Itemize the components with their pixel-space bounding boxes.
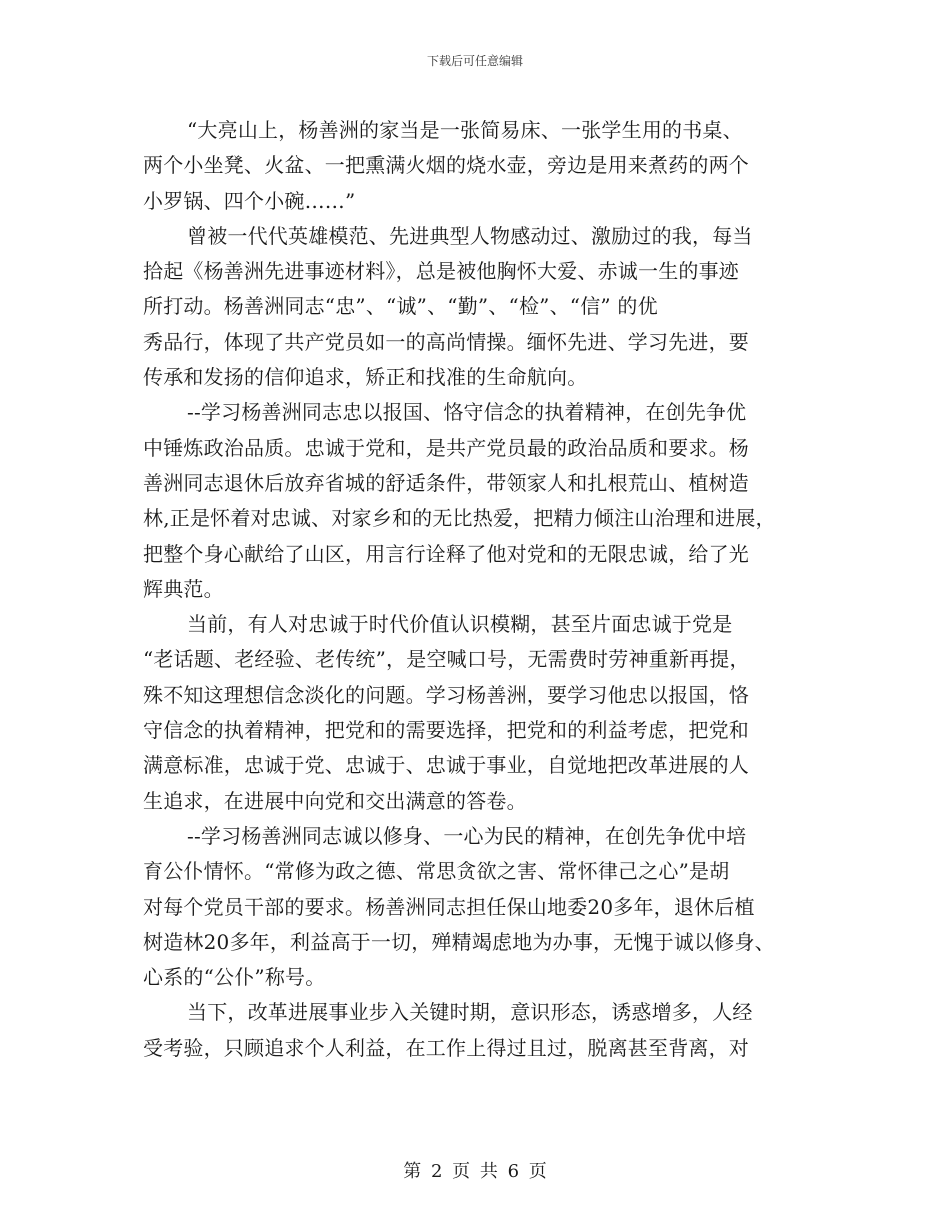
text-line: 两个小坐凳、火盆、一把熏满火烟的烧水壶，旁边是用来煮药的两个 <box>143 153 749 178</box>
text-line: 拾起《杨善洲先进事迹材料》，总是被他胸怀大爱、赤诚一生的事迹 <box>143 259 739 284</box>
text-line: 辉典范。 <box>143 576 224 601</box>
text-line: 善洲同志退休后放弃省城的舒适条件，带领家人和扎根荒山、植树造 <box>143 470 749 495</box>
text-line: 当下，改革进展事业步入关键时期，意识形态，诱惑增多，人经 <box>187 1000 753 1025</box>
text-line: “老话题、老经验、老传统”，是空喊口号，无需费时劳神重新再提， <box>143 647 750 672</box>
text-line: 树造林20多年，利益高于一切，殚精竭虑地为办事，无愧于诚以修身、 <box>143 929 775 954</box>
paragraph-4 <box>143 607 823 819</box>
text-line: 生追求，在进展中向党和交出满意的答卷。 <box>143 788 527 813</box>
text-line: 育公仆情怀。“常修为政之德、常思贪欲之害、常怀律己之心”是胡 <box>143 859 730 884</box>
text-line: 传承和发扬的信仰追求，矫正和找准的生命航向。 <box>143 365 588 390</box>
text-line: 小罗锅、四个小碗……” <box>143 188 356 213</box>
text-line: 心系的“公仆”称号。 <box>143 965 326 990</box>
paragraph-6 <box>143 995 823 1066</box>
body-text <box>143 113 823 1066</box>
text-line: 林,正是怀着对忠诚、对家乡和的无比热爱，把精力倾注山治理和进展， <box>143 506 776 531</box>
text-line: 守信念的执着精神，把党和的需要选择，把党和的利益考虑，把党和 <box>143 718 749 743</box>
text-line: 殊不知这理想信念淡化的问题。学习杨善洲，要学习他忠以报国，恪 <box>143 682 749 707</box>
page-number: 第 2 页 共 6 页 <box>403 1161 547 1182</box>
paragraph-3 <box>143 395 823 607</box>
text-line: 所打动。杨善洲同志“忠”、“诚”、“勤”、“检”、“信” 的优 <box>143 294 658 319</box>
text-line: 秀品行，体现了共产党员如一的高尚情操。缅怀先进、学习先进，要 <box>143 329 749 354</box>
text-line: 把整个身心献给了山区，用言行诠释了他对党和的无限忠诚，给了光 <box>143 541 749 566</box>
page-header: 下载后可任意编辑 <box>426 54 523 68</box>
text-line: --学习杨善洲同志忠以报国、恪守信念的执着精神，在创先争优 <box>187 400 747 425</box>
text-line: 受考验，只顾追求个人利益，在工作上得过且过，脱离甚至背离，对 <box>143 1035 749 1060</box>
text-line: 当前，有人对忠诚于时代价值认识模糊，甚至片面忠诚于党是 <box>187 612 733 637</box>
text-line: “大亮山上，杨善洲的家当是一张简易床、一张学生用的书桌、 <box>187 118 743 142</box>
text-line: --学习杨善洲同志诚以修身、一心为民的精神，在创先争优中培 <box>187 823 747 848</box>
paragraph-5 <box>143 819 823 995</box>
paragraph-1 <box>143 113 823 219</box>
paragraph-2 <box>143 219 823 395</box>
text-line: 中锤炼政治品质。忠诚于党和，是共产党员最的政治品质和要求。杨 <box>143 435 749 460</box>
text-line: 满意标准，忠诚于党、忠诚于、忠诚于事业，自觉地把改革进展的人 <box>143 753 749 778</box>
text-line: 曾被一代代英雄模范、先进典型人物感动过、激励过的我，每当 <box>187 223 753 248</box>
text-line: 对每个党员干部的要求。杨善洲同志担任保山地委20多年，退休后植 <box>143 894 755 919</box>
